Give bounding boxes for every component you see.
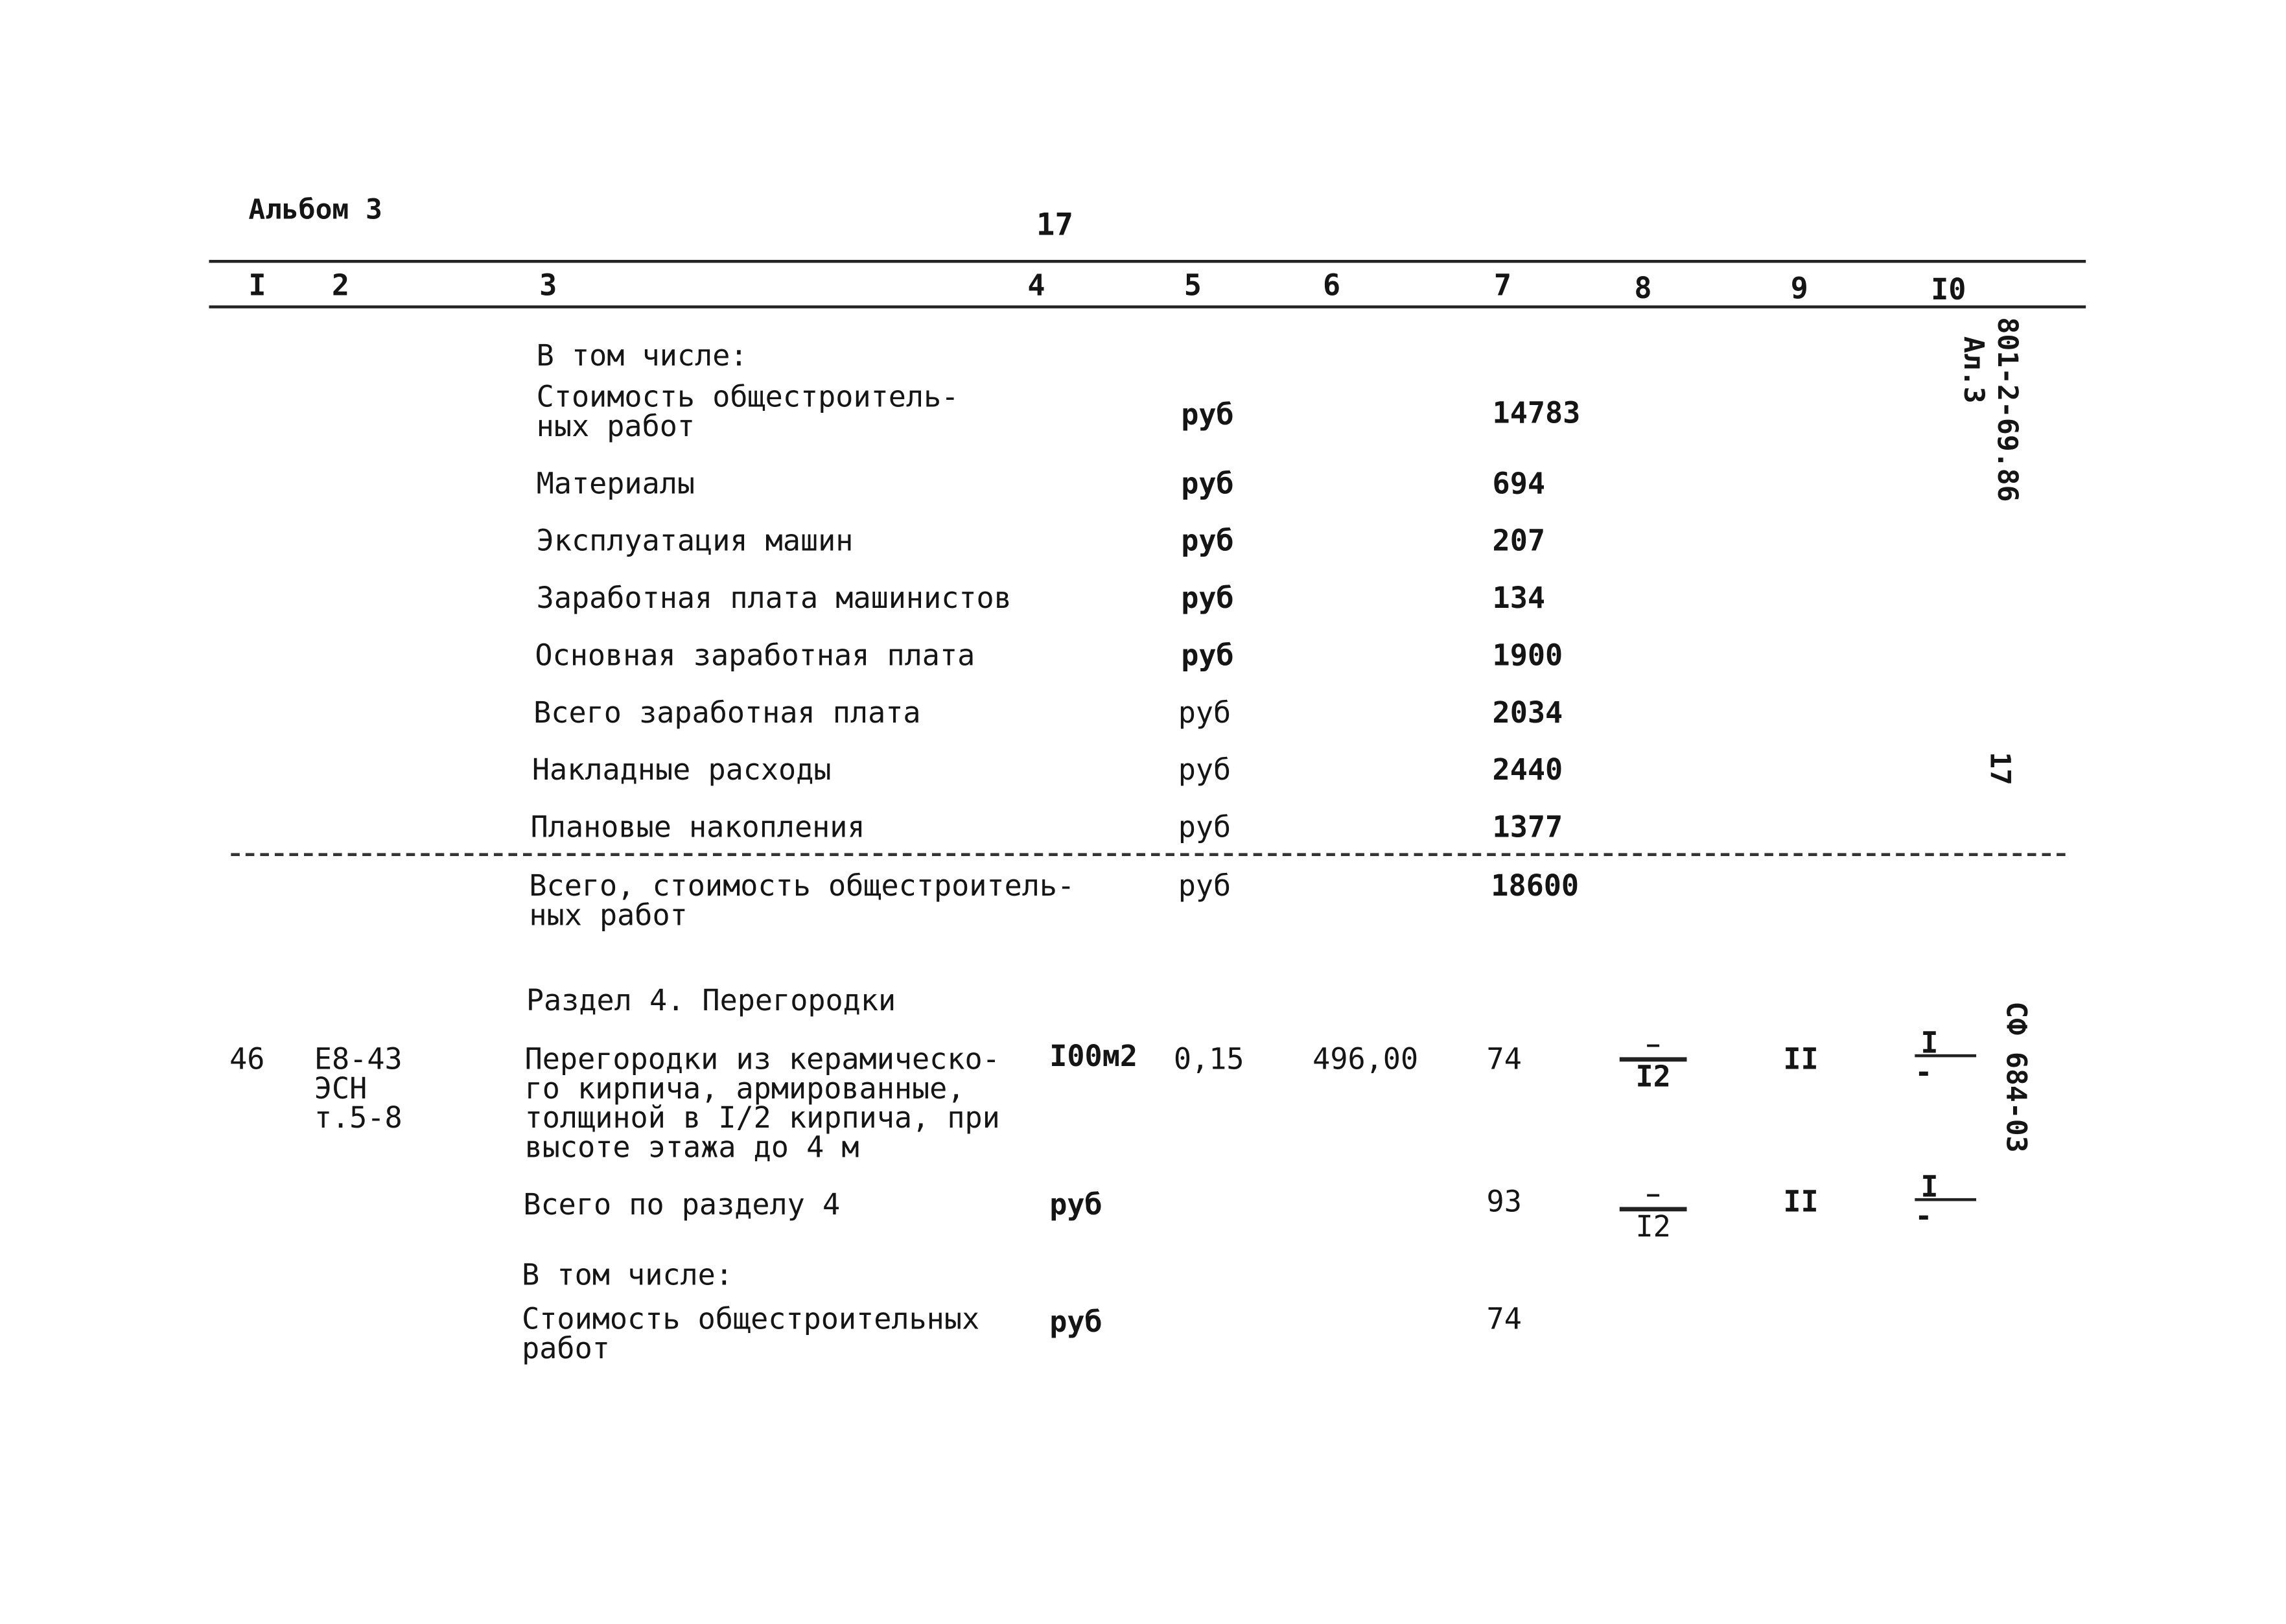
row-value: 14783 [1492, 395, 1581, 430]
col-number-3: 3 [539, 267, 557, 303]
row-label: Стоимость общестроитель- [536, 378, 959, 414]
item-code-source: ЭСН [314, 1070, 367, 1106]
breakdown-heading: В том числе: [536, 338, 748, 373]
album-label: Альбом 3 [248, 194, 382, 226]
col-number-10: I0 [1931, 272, 1966, 307]
col-number-1: I [248, 267, 266, 303]
section4-sub-value: 74 [1486, 1301, 1522, 1336]
item-col9: II [1783, 1041, 1819, 1076]
row-unit: руб [1178, 694, 1231, 730]
row-label: Всего заработная плата [533, 694, 921, 730]
row-label: Эксплуатация машин [536, 522, 854, 559]
margin-album-code: Ал.3 [1957, 336, 1990, 404]
section-total-label: Всего по разделу 4 [523, 1186, 841, 1222]
item-number: 46 [229, 1041, 265, 1076]
section4-sub-label: Стоимость общестроительных [522, 1301, 980, 1336]
section4-breakdown-heading: В том числе: [522, 1257, 733, 1292]
item-description-line: толщиной в I/2 кирпича, при [524, 1100, 1000, 1135]
header-rule-bottom [209, 305, 2086, 308]
row-label: Заработная плата машинистов [536, 579, 1012, 616]
margin-document-code: 801-2-69.86 [1990, 317, 2024, 502]
row-unit: руб [1178, 809, 1231, 844]
col-number-5: 5 [1184, 267, 1202, 303]
row-value: 1900 [1492, 637, 1563, 673]
row-value: 2440 [1492, 752, 1563, 787]
fraction-numerator: I [1915, 1175, 1976, 1201]
total-label-cont: ных работ [529, 897, 688, 933]
row-label: Основная заработная плата [535, 637, 975, 673]
fraction-denominator: - [1915, 1054, 1933, 1090]
item-cost: 74 [1486, 1041, 1522, 1076]
section-title: Раздел 4. Перегородки [526, 982, 896, 1018]
section-total-col9: II [1783, 1183, 1819, 1219]
row-unit: руб [1181, 465, 1234, 501]
col-number-8: 8 [1634, 270, 1652, 306]
total-col10-fraction [1915, 1168, 1976, 1234]
item-code-table: т.5-8 [314, 1100, 402, 1135]
row-unit: руб [1181, 637, 1234, 673]
fraction-numerator: – [1620, 1183, 1687, 1211]
item-quantity: 0,15 [1173, 1041, 1244, 1076]
col-number-6: 6 [1322, 267, 1341, 303]
item-unit-price: 496,00 [1312, 1041, 1419, 1076]
fraction-numerator: I [1915, 1031, 1976, 1058]
dashed-separator [231, 853, 2065, 856]
section4-sub-unit: руб [1049, 1304, 1102, 1340]
fraction-denominator: I2 [1635, 1208, 1671, 1244]
row-value: 207 [1492, 522, 1546, 559]
row-unit: руб [1181, 396, 1234, 432]
page-number: 17 [1036, 207, 1073, 242]
col-number-7: 7 [1493, 267, 1511, 303]
item-description-line: высоте этажа до 4 м [524, 1129, 859, 1165]
section-total-value: 93 [1486, 1183, 1522, 1219]
margin-reference-code: СФ 684-03 [2000, 1001, 2032, 1153]
row-label: Материалы [536, 465, 695, 501]
item-code: Е8-43 [314, 1041, 402, 1076]
fraction-denominator: I2 [1635, 1058, 1671, 1095]
row-value: 1377 [1492, 809, 1563, 844]
row-unit: руб [1178, 752, 1231, 787]
row-value: 694 [1492, 465, 1546, 501]
row-label: Накладные расходы [531, 752, 832, 787]
item-description: Перегородки из керамическо- [524, 1041, 1000, 1076]
section-total-unit: руб [1049, 1186, 1102, 1222]
row-unit: руб [1181, 579, 1234, 616]
col-number-9: 9 [1790, 270, 1808, 306]
row-unit: руб [1181, 522, 1234, 559]
item-col10-fraction [1915, 1025, 1976, 1090]
fraction-denominator: - [1915, 1198, 1933, 1234]
header-rule-top [209, 260, 2086, 263]
total-label: Всего, стоимость общестроитель- [529, 868, 1075, 903]
row-value: 134 [1492, 579, 1546, 616]
section4-sub-label-cont: работ [522, 1330, 610, 1366]
item-description-line: го кирпича, армированные, [524, 1070, 965, 1106]
margin-page-number: 17 [1983, 752, 2016, 785]
fraction-numerator: – [1620, 1034, 1687, 1061]
item-col8-fraction [1620, 1034, 1687, 1095]
col-number-4: 4 [1027, 267, 1045, 303]
row-label: Плановые накопления [530, 809, 865, 844]
item-unit: I00м2 [1049, 1038, 1138, 1074]
row-value: 2034 [1492, 694, 1563, 730]
col-number-2: 2 [331, 267, 350, 303]
total-unit: руб [1178, 868, 1231, 903]
total-col8-fraction [1620, 1183, 1687, 1244]
total-value: 18600 [1491, 868, 1580, 903]
row-label-cont: ных работ [536, 408, 695, 444]
